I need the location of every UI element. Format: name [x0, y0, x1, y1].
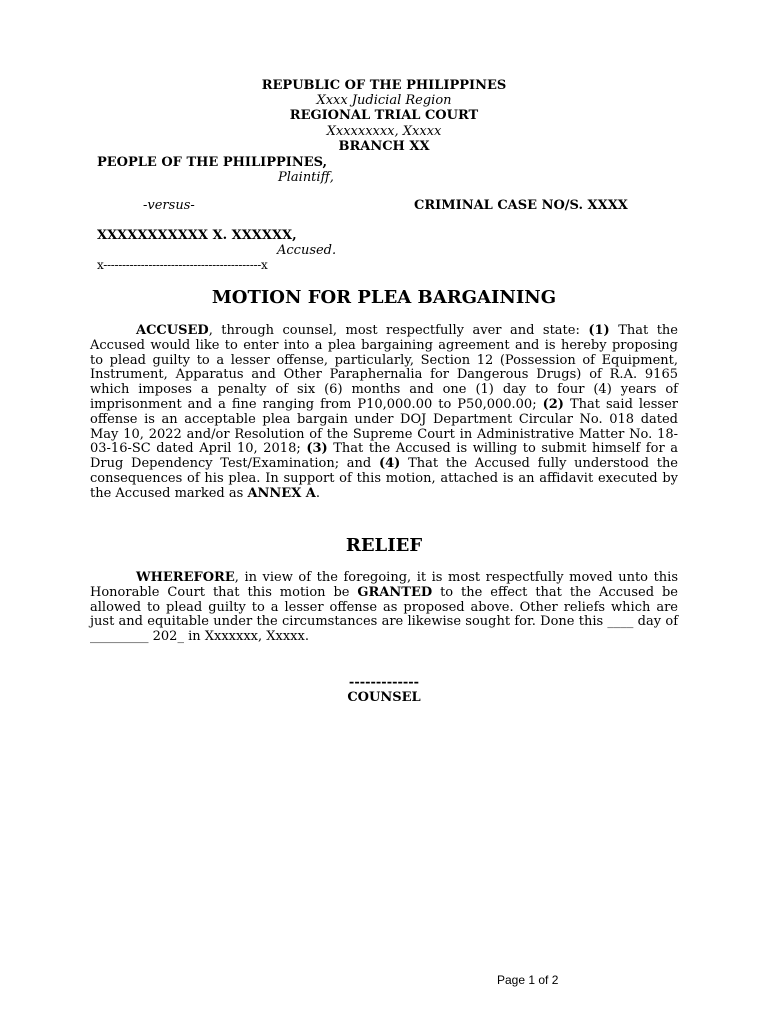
plaintiff-role: Plaintiff, — [278, 170, 334, 185]
motion-text-5: That the Accused fully understood the consequences of his plea. In support of this motion, attached is an affidavit executed by the Accused marked as — [90, 456, 679, 501]
item-number-3: (3) — [306, 441, 328, 457]
accused-name: XXXXXXXXXXX X. XXXXXX, — [97, 228, 297, 243]
court-city: Xxxxxxxxx, Xxxxx — [326, 124, 442, 139]
item-number-2: (2) — [542, 396, 564, 412]
signature-line: ------------- — [348, 675, 420, 690]
relief-text-2: to the effect that the Accused be allowed to plead guilty to a lesser offense as proposed above. Other reliefs which are just and equitable under the circumstances are likewise sought for. Done this ____ day of _________ 202_ in Xxxxxxx, Xxxxx. — [90, 584, 678, 645]
motion-title: MOTION FOR PLEA BARGAINING — [211, 287, 557, 308]
page-number: Page 1 of 2 — [497, 973, 559, 987]
motion-text-2: That the Accused would like to enter into a plea bargaining agreement and is hereby proposing to plead guilty to a lesser offense, particularly, Section 12 (Possession of Equipment, Instrument, Apparatus and Other Paraphernalia for Dangerous Drugs) of R.A. 9165 which imposes a penalty of six (6) months and one (1) day to four (4) years of imprisonment and a fine ranging from P10,000.00 to P50,000.00; — [90, 323, 678, 412]
relief-body — [90, 571, 678, 645]
republic-heading: REPUBLIC OF THE PHILIPPINES — [261, 78, 507, 93]
judicial-region: Xxxx Judicial Region — [316, 93, 452, 108]
court-name: REGIONAL TRIAL COURT — [289, 108, 479, 123]
case-number: CRIMINAL CASE NO/S. XXXX — [414, 198, 628, 213]
motion-text-1: , through counsel, most respectfully aver and state: — [208, 323, 589, 338]
granted-keyword: GRANTED — [357, 584, 433, 600]
relief-text-1: , in view of the foregoing, it is most respectfully moved unto this Honorable Court that this motion be — [90, 570, 678, 600]
relief-title: RELIEF — [345, 535, 423, 556]
counsel-label: COUNSEL — [347, 690, 421, 705]
versus-label: -versus- — [143, 198, 195, 213]
motion-text-end: . — [315, 485, 321, 501]
motion-text-4: That the Accused is willing to submit himself for a Drug Dependency Test/Examination; and — [90, 441, 678, 472]
annex-reference: ANNEX A — [247, 485, 316, 501]
item-number-1: (1) — [588, 323, 610, 338]
caption-separator: x------------------------------------------x — [97, 258, 268, 272]
motion-body — [90, 324, 678, 502]
relief-lead: WHEREFORE — [136, 570, 235, 585]
branch-number: BRANCH XX — [338, 139, 430, 154]
accused-role: Accused. — [277, 243, 337, 258]
motion-text-3: That said lesser offense is an acceptable plea bargain under DOJ Department Circular No. 018 dated May 10, 2022 and/or Resolution of the Supreme Court in Administrative Matter No. 18-03-16-SC dated April 10, 2018; — [90, 396, 678, 457]
item-number-4: (4) — [378, 456, 401, 472]
motion-lead: ACCUSED — [136, 323, 209, 338]
plaintiff-name: PEOPLE OF THE PHILIPPINES, — [97, 155, 328, 170]
